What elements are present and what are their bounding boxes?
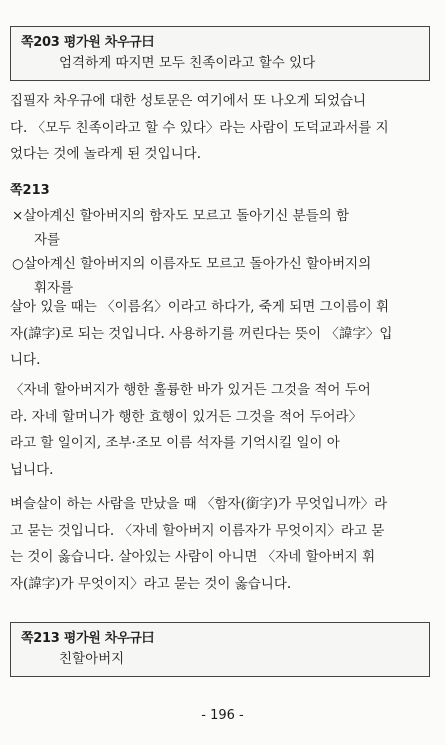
paragraph-line: 니다.: [10, 352, 41, 368]
quote-box-2-heading: 쪽213 평가원 차우규曰: [21, 631, 155, 646]
paragraph-line: 었다는 것에 놀라게 된 것입니다.: [10, 146, 201, 162]
paragraph-line: 자(諱字)로 되는 것입니다. 사용하기를 꺼린다는 뜻이 〈諱字〉입: [10, 325, 393, 342]
quote-box-2-body: 친할아버지: [59, 651, 125, 667]
paragraph-line: 집필자 차우규에 대한 성토문은 여기에서 또 나오게 되었습니: [10, 93, 367, 109]
section-2-heading: 쪽213: [10, 183, 50, 198]
paragraph-line: 라고 할 일이지, 조부·조모 이름 석자를 기억시킬 일이 아: [10, 435, 340, 451]
paragraph-line: 다. 〈모두 친족이라고 할 수 있다〉라는 사람이 도덕교과서를 지: [10, 119, 389, 136]
paragraph-line: 닙니다.: [10, 461, 54, 478]
list-item-line: ○살아계신 할아버지의 이름자도 모르고 돌아가신 할아버지의: [12, 256, 372, 272]
paragraph-line: 자(諱字)가 무엇이지〉라고 묻는 것이 옳습니다.: [10, 575, 292, 592]
list-item-line: ×살아계신 할아버지의 함자도 모르고 돌아기신 분들의 함: [12, 208, 350, 224]
list-item-line: 자를: [34, 232, 61, 248]
quote-box-1: [10, 26, 430, 81]
paragraph-line: 살아 있을 때는 〈이름名〉이라고 하다가, 죽게 되면 그이름이 휘: [10, 299, 390, 315]
paragraph-line: 라. 자네 할머니가 행한 효행이 있거든 그것을 적어 두어라〉: [10, 408, 363, 425]
list-item-wrong: [12, 204, 435, 252]
list-item-line: 휘자를: [34, 280, 74, 296]
paragraph-line: 는 것이 옳습니다. 살아있는 사람이 아니면 〈자네 할아버지 휘: [10, 549, 376, 565]
page-number: - 196 -: [201, 708, 244, 723]
paragraph-2: [10, 294, 435, 374]
quote-box-1-body: 엄격하게 따지면 모두 친족이라고 할수 있다: [59, 55, 316, 71]
quote-box-2: [10, 622, 430, 677]
paragraph-1: [10, 88, 435, 168]
paragraph-line: 벼슬살이 하는 사람을 만났을 때 〈함자(銜字)가 무엇입니까〉라: [10, 496, 388, 512]
paragraph-3: [10, 377, 435, 483]
list-item-correct: [12, 252, 435, 300]
paragraph-4: [10, 491, 435, 597]
paragraph-line: 고 묻는 것입니다. 〈자네 할아버지 이름자가 무엇이지〉라고 묻: [10, 522, 385, 539]
quote-box-1-heading: 쪽203 평가원 차우규曰: [21, 35, 155, 50]
paragraph-line: 〈자네 할아버지가 행한 훌륭한 바가 있거든 그것을 적어 두어: [10, 382, 371, 398]
